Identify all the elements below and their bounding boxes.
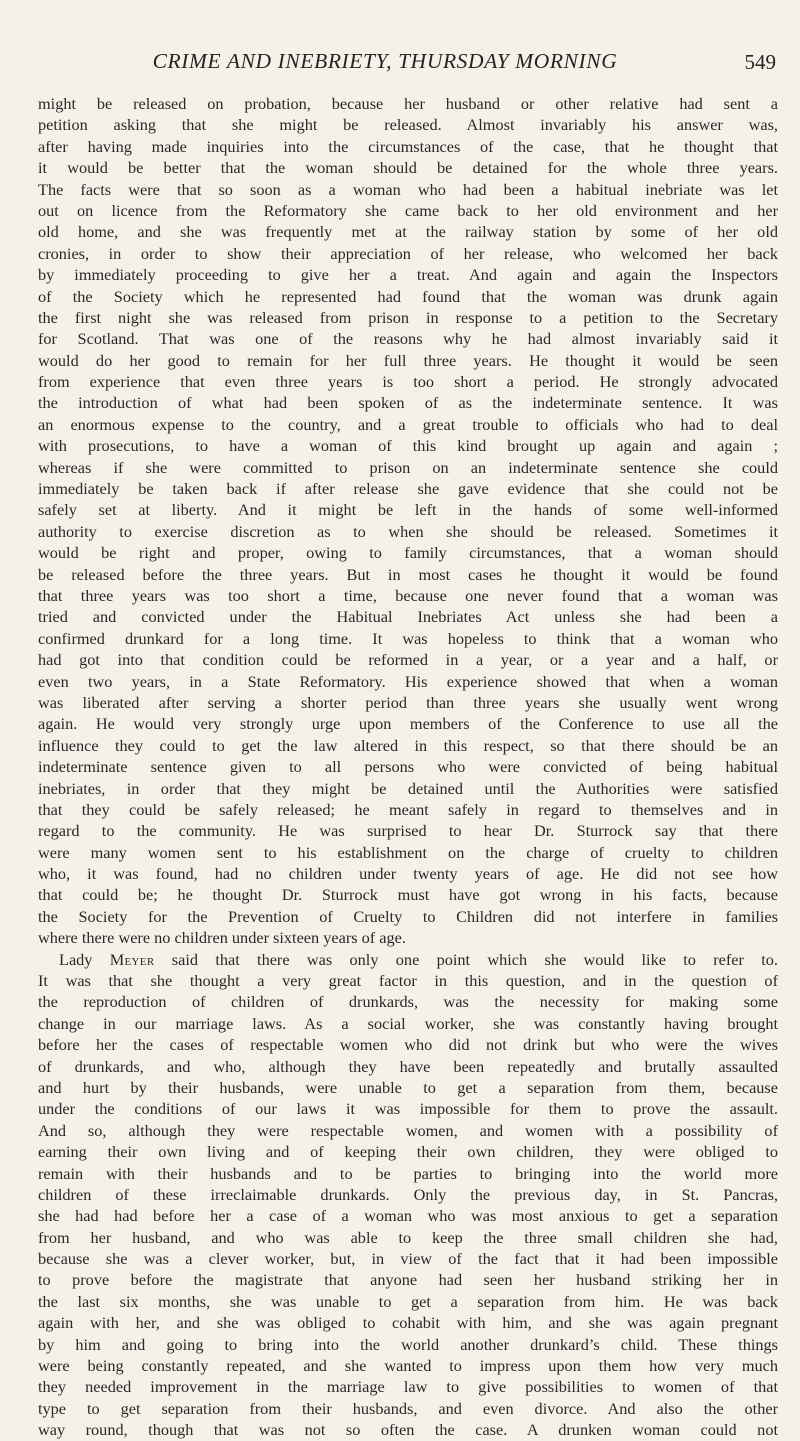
text-line: cronies, in order to show their appreciation of her release, who welcomed her back — [38, 243, 778, 263]
text-line: from her husband, and who was able to keep the three small children she had, — [38, 1227, 778, 1247]
paragraph-start-prefix: Lady — [59, 949, 110, 969]
text-line: safely set at liberty. And it might be left in the hands of some well-informed — [38, 500, 778, 520]
body-text — [38, 93, 778, 1441]
paragraph-end-line: where there were no children under sixteen years of age. — [38, 928, 406, 948]
text-line: remain with their husbands and to be parties to bringing into the world more — [38, 1163, 778, 1183]
text-line: that they could be safely released; he meant safely in regard to themselves and in — [38, 799, 778, 819]
text-line: indeterminate sentence given to all persons who were convicted of being habitual — [38, 757, 778, 777]
text-line: to prove before the magistrate that anyone had seen her husband striking her in — [38, 1270, 778, 1290]
text-line: inebriates, in order that they might be detained until the Authorities were satisfied — [38, 778, 778, 798]
text-line: of drunkards, and who, although they have been repeatedly and brutally assaulted — [38, 1056, 778, 1076]
speaker-name: Meyer — [109, 949, 155, 969]
text-line: that could be; he thought Dr. Sturrock must have got wrong in his facts, because — [38, 885, 778, 905]
text-line: the Society for the Prevention of Cruelty to Children did not interfere in families — [38, 906, 778, 926]
text-line: again. He would very strongly urge upon members of the Conference to use all the — [38, 714, 778, 734]
running-head: CRIME AND INEBRIETY, THURSDAY MORNING — [152, 49, 618, 73]
text-line: they needed improvement in the marriage law to give possibilities to women of that — [38, 1377, 778, 1397]
text-line: by immediately proceeding to give her a treat. And again and again the Inspectors — [38, 265, 778, 285]
text-line: the reproduction of children of drunkards, was the necessity for making some — [38, 992, 778, 1012]
text-line: were many women sent to his establishment on the charge of cruelty to children — [38, 842, 778, 862]
paragraph-start-rest: said that there was only one point which she would like to refer to. — [154, 949, 778, 969]
text-line: the introduction of what had been spoken of as the indeterminate sentence. It was — [38, 393, 778, 413]
text-line: way round, though that was not so often the case. A drunken woman could not — [38, 1420, 778, 1440]
text-line: authority to exercise discretion as to when she should be released. Sometimes it — [38, 521, 778, 541]
text-line: It was that she thought a very great factor in this question, and in the question of — [38, 971, 778, 991]
text-line: was liberated after serving a shorter period than three years she usually went wrong — [38, 692, 778, 712]
text-line: from experience that even three years is too short a period. He strongly advocated — [38, 372, 778, 392]
text-line: regard to the community. He was surprised to hear Dr. Sturrock say that there — [38, 821, 778, 841]
text-line: again with her, and she was obliged to cohabit with him, and she was again pregnant — [38, 1313, 778, 1333]
text-line: even two years, in a State Reformatory. His experience showed that when a woman — [38, 671, 778, 691]
text-line: petition asking that she might be released. Almost invariably his answer was, — [38, 115, 778, 135]
text-line: the last six months, she was unable to get a separation from him. He was back — [38, 1291, 778, 1311]
text-line: And so, although they were respectable women, and women with a possibility of — [38, 1120, 778, 1140]
text-line: influence they could to get the law altered in this respect, so that there should be an — [38, 735, 778, 755]
text-line: confirmed drunkard for a long time. It was hopeless to think that a woman who — [38, 628, 778, 648]
text-line: of the Society which he represented had found that the woman was drunk again — [38, 286, 778, 306]
text-line: who, it was found, had no children under twenty years of age. He did not see how — [38, 864, 778, 884]
text-line: that three years was too short a time, because one never found that a woman was — [38, 585, 778, 605]
text-line: would be right and proper, owing to family circumstances, that a woman should — [38, 543, 778, 563]
text-line: out on licence from the Reformatory she came back to her old environment and her — [38, 200, 778, 220]
text-line: the first night she was released from prison in response to a petition to the Secretary — [38, 307, 778, 327]
text-line: type to get separation from their husbands, and even divorce. And also the other — [38, 1398, 778, 1418]
text-line: might be released on probation, because her husband or other relative had sent a — [38, 94, 778, 113]
text-line: after having made inquiries into the circumstances of the case, that he thought that — [38, 136, 778, 156]
text-line: had got into that condition could be reformed in a year, or a year and a half, or — [38, 650, 778, 670]
text-line: old home, and she was frequently met at the railway station by some of her old — [38, 222, 778, 242]
text-line: whereas if she were committed to prison on an indeterminate sentence she could — [38, 457, 778, 477]
text-line: earning their own living and of keeping their own children, they were obliged to — [38, 1142, 778, 1162]
text-line: and hurt by their husbands, were unable to get a separation from them, because — [38, 1077, 778, 1097]
text-line: by him and going to bring into the world another drunkard’s child. These things — [38, 1334, 778, 1354]
paragraph-start-line — [38, 949, 778, 970]
text-line: an enormous expense to the country, and a great trouble to officials who had to deal — [38, 414, 778, 434]
text-line: be released before the three years. But in most cases he thought it would be found — [38, 564, 778, 584]
text-line: children of these irreclaimable drunkards. Only the previous day, in St. Pancras, — [38, 1184, 778, 1204]
text-line: tried and convicted under the Habitual Inebriates Act unless she had been a — [38, 607, 778, 627]
text-line: with prosecutions, to have a woman of this kind brought up again and again ; — [38, 436, 778, 456]
text-line: for Scotland. That was one of the reasons why he had almost invariably said it — [38, 329, 778, 349]
text-line: she had had before her a case of a woman who was most anxious to get a separation — [38, 1206, 778, 1226]
text-line: because she was a clever worker, but, in view of the fact that it had been impossible — [38, 1249, 778, 1269]
text-line: it would be better that the woman should be detained for the whole three years. — [38, 158, 778, 178]
text-line: immediately be taken back if after release she gave evidence that she could not be — [38, 479, 778, 499]
text-line: change in our marriage laws. As a social worker, she was constantly having brought — [38, 1013, 778, 1033]
page-number: 549 — [744, 50, 776, 74]
text-line: were being constantly repeated, and she wanted to impress upon them how very much — [38, 1356, 778, 1376]
text-line: The facts were that so soon as a woman who had been a habitual inebriate was let — [38, 179, 778, 199]
text-line: under the conditions of our laws it was impossible for them to prove the assault. — [38, 1099, 778, 1119]
text-line: would do her good to remain for her full three years. He thought it would be seen — [38, 350, 778, 370]
text-line: before her the cases of respectable women who did not drink but who were the wives — [38, 1035, 778, 1055]
